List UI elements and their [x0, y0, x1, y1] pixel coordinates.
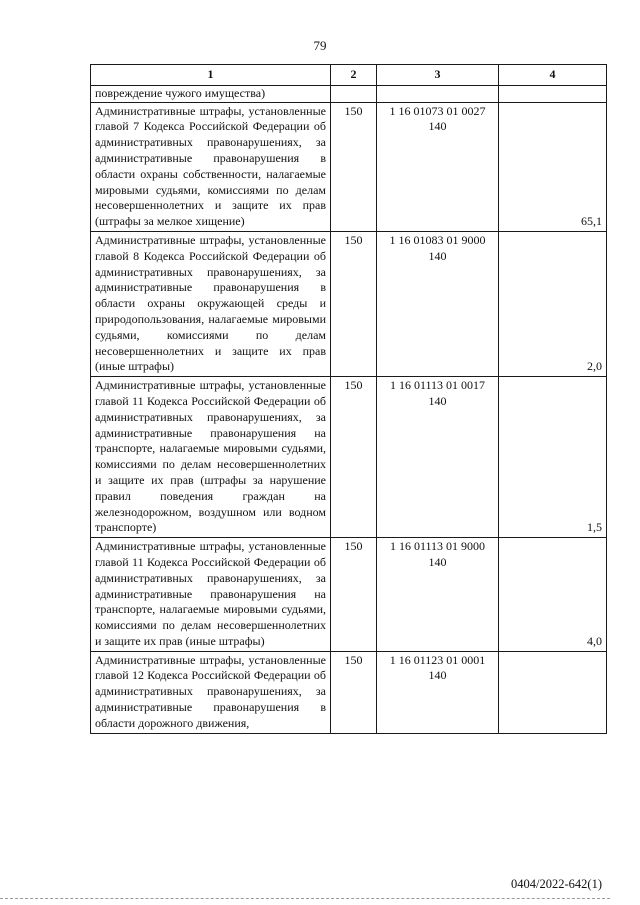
row-name-cell: Административные штрафы, установленные главой 11 Кодекса Российской Федерации об административных правонарушениях, за административные правонарушения на транспорте, налагаемые мировыми судьями, комиссиями по делам несовершеннолетних и защите их прав (иные штрафы) [91, 538, 331, 652]
row-code-cell: 1 16 01113 01 9000 140 [377, 538, 499, 652]
table-header-row [91, 65, 607, 86]
table-row [91, 231, 607, 376]
continued-admin-cell [331, 85, 377, 102]
row-value-cell: 4,0 [499, 538, 607, 652]
row-code-cell: 1 16 01083 01 9000 140 [377, 231, 499, 376]
document-id: 0404/2022-642(1) [511, 877, 602, 891]
row-admin-cell: 150 [331, 651, 377, 733]
row-value-cell: 2,0 [499, 231, 607, 376]
continued-code-cell [377, 85, 499, 102]
row-value-cell: 65,1 [499, 102, 607, 231]
table-row-continued [91, 85, 607, 102]
table-row [91, 377, 607, 538]
table-row [91, 651, 607, 733]
row-value-cell [499, 651, 607, 733]
row-admin-cell: 150 [331, 377, 377, 538]
revenue-table [90, 64, 607, 734]
row-admin-cell: 150 [331, 538, 377, 652]
row-admin-cell: 150 [331, 102, 377, 231]
row-value-cell: 1,5 [499, 377, 607, 538]
row-admin-cell: 150 [331, 231, 377, 376]
footer-divider [0, 898, 610, 899]
row-name-cell: Административные штрафы, установленные главой 11 Кодекса Российской Федерации об административных правонарушениях, за административные правонарушения на транспорте, налагаемые мировыми судьями, комиссиями по делам несовершеннолетних и защите их прав (штрафы за нарушение правил поведения граждан на железнодорожном, воздушном или водном транспорте) [91, 377, 331, 538]
row-name-cell: Административные штрафы, установленные главой 8 Кодекса Российской Федерации об административных правонарушениях, за административные правонарушения в области охраны окружающей среды и природопользования, налагаемые мировыми судьями, комиссиями по делам несовершеннолетних и защите их прав (иные штрафы) [91, 231, 331, 376]
header-col-2: 2 [331, 65, 377, 86]
continued-value-cell [499, 85, 607, 102]
row-name-cell: Административные штрафы, установленные главой 7 Кодекса Российской Федерации об административных правонарушениях, за административные правонарушения в области охраны собственности, налагаемые мировыми судьями, комиссиями по делам несовершеннолетних и защите их прав (штрафы за мелкое хищение) [91, 102, 331, 231]
table-row [91, 102, 607, 231]
row-code-cell: 1 16 01073 01 0027 140 [377, 102, 499, 231]
row-code-cell: 1 16 01123 01 0001 140 [377, 651, 499, 733]
page-number: 79 [313, 38, 327, 53]
continued-name-cell: повреждение чужого имущества) [91, 85, 331, 102]
header-col-3: 3 [377, 65, 499, 86]
row-code-cell: 1 16 01113 01 0017 140 [377, 377, 499, 538]
table-row [91, 538, 607, 652]
row-name-cell: Административные штрафы, установленные главой 12 Кодекса Российской Федерации об административных правонарушениях, за административные правонарушения в области дорожного движения, [91, 651, 331, 733]
header-col-1: 1 [91, 65, 331, 86]
header-col-4: 4 [499, 65, 607, 86]
